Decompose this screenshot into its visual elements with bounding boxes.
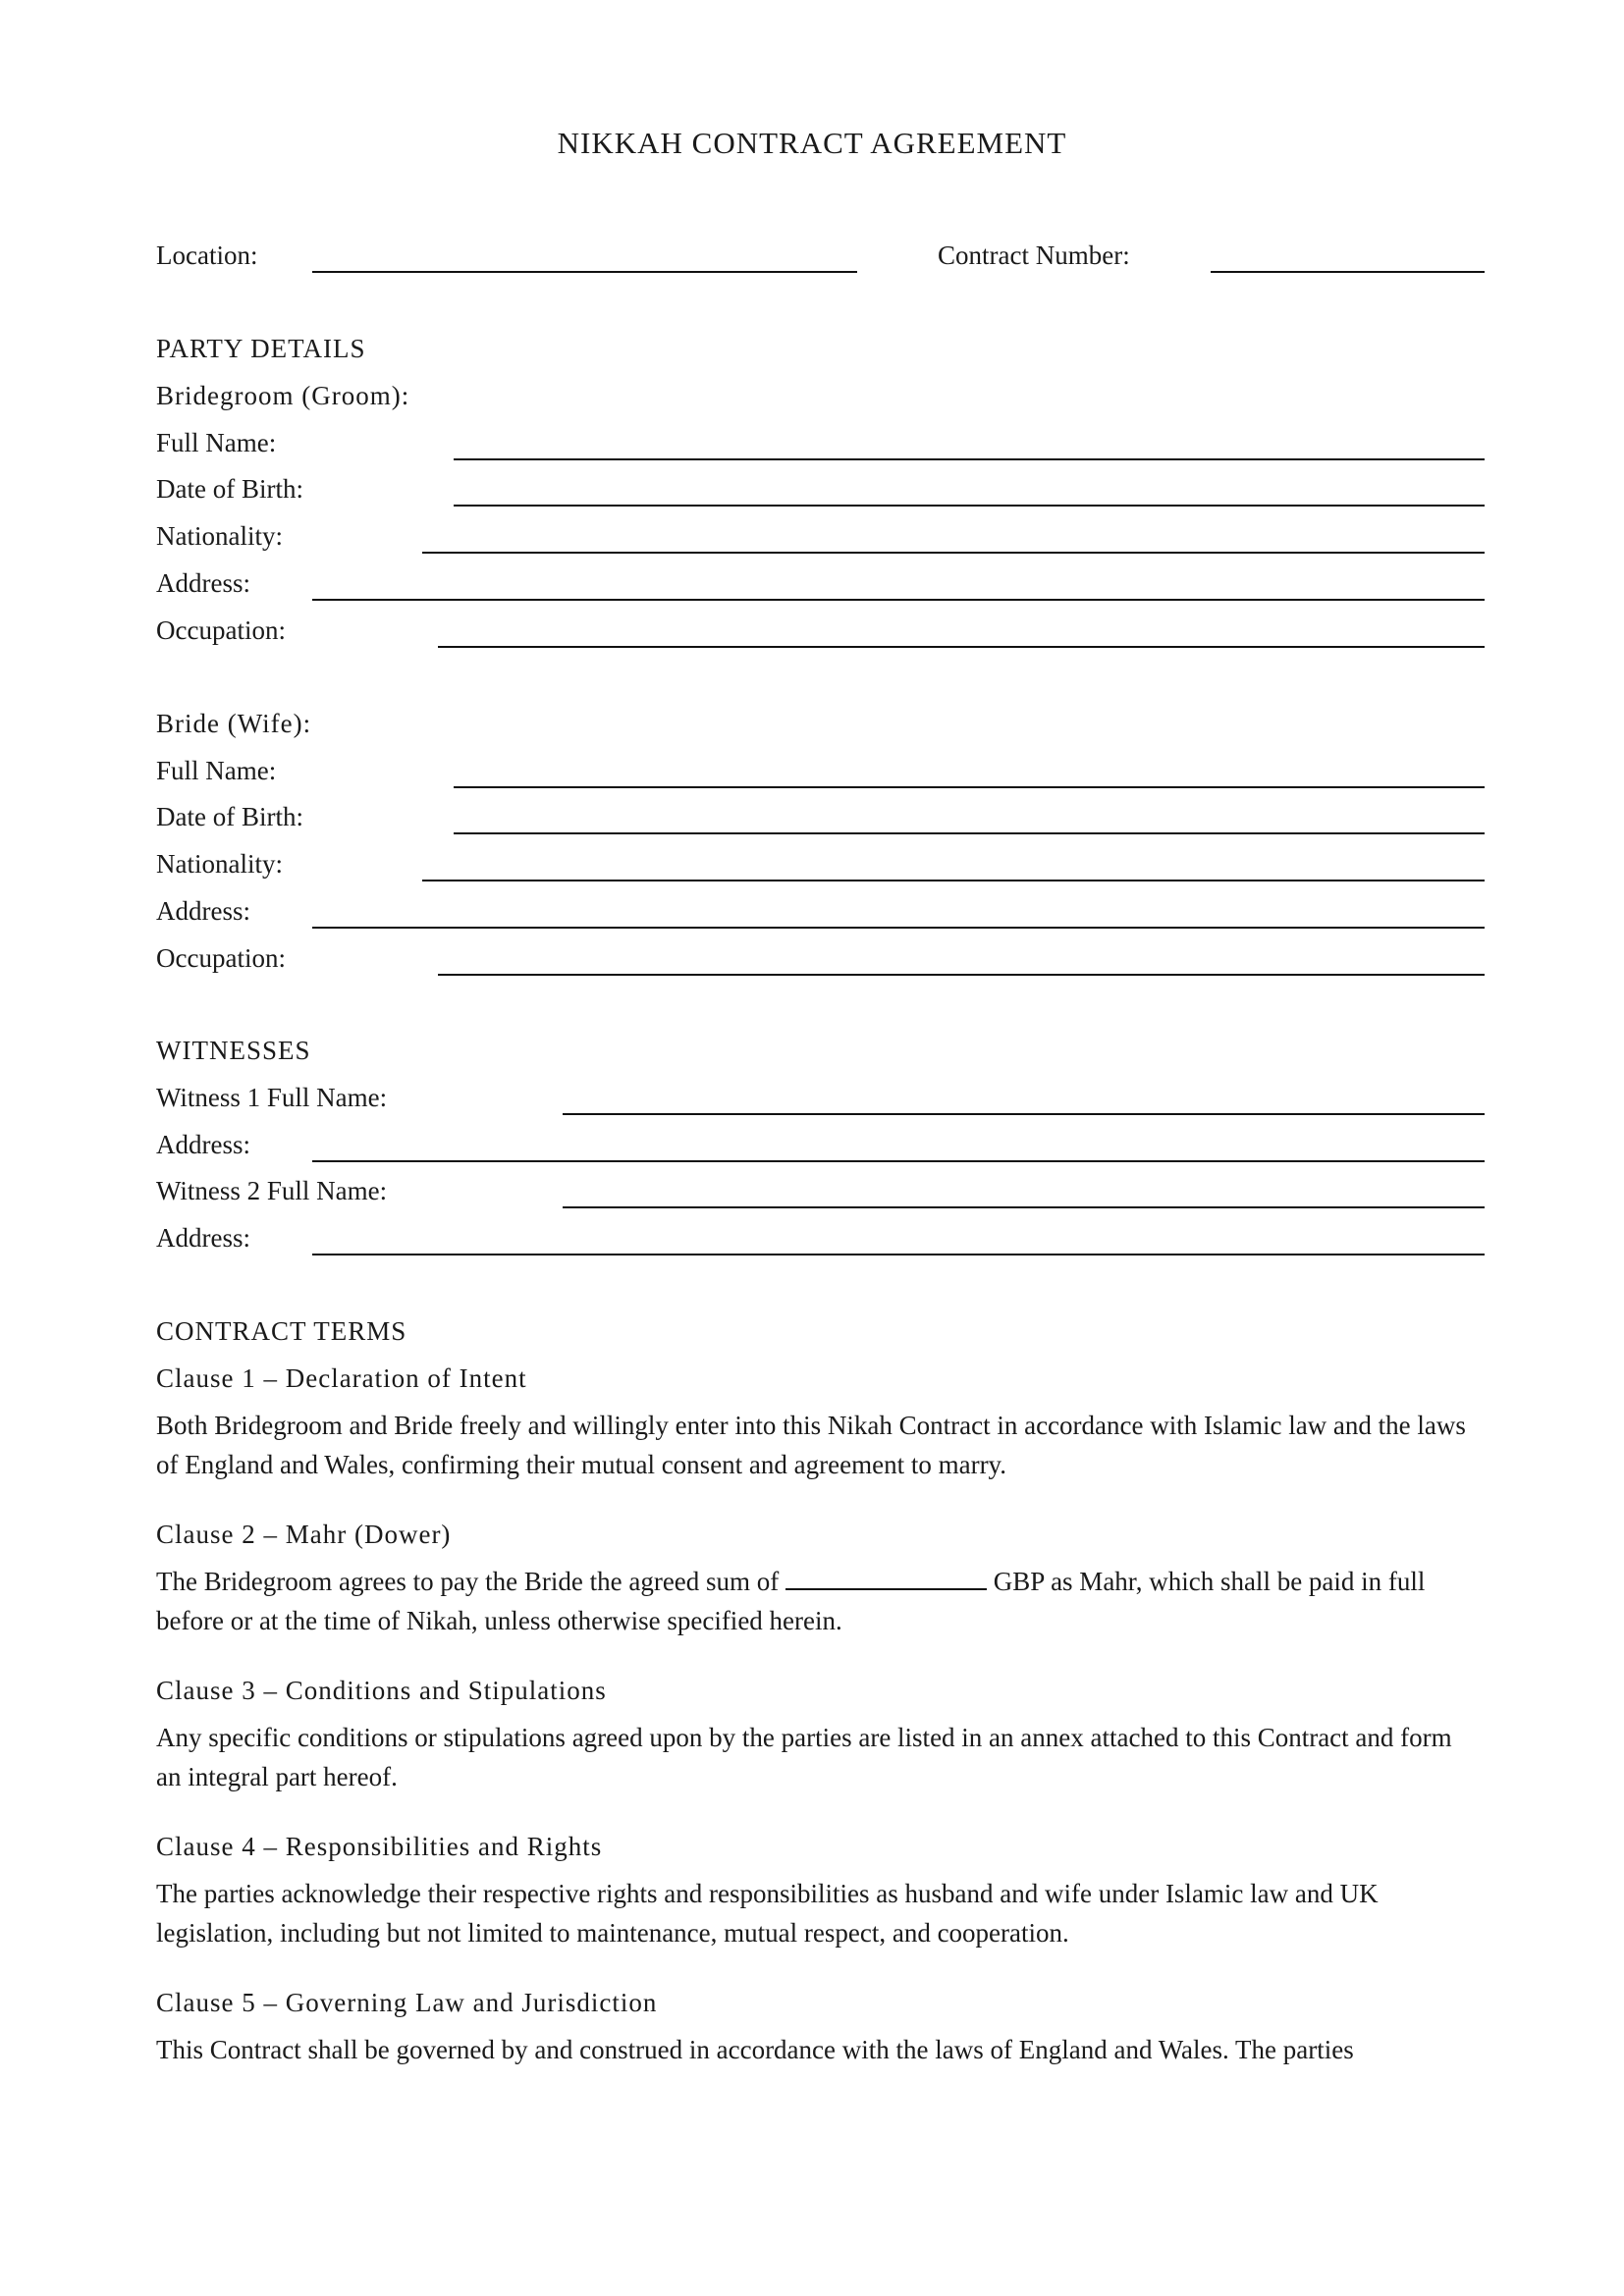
witness-1-name-label: Witness 1 Full Name: bbox=[156, 1083, 388, 1112]
bride-dob-label: Date of Birth: bbox=[156, 802, 303, 831]
bride-full-name-label: Full Name: bbox=[156, 756, 277, 785]
clause-5-title: Clause 5 – Governing Law and Jurisdiction bbox=[156, 1988, 658, 2017]
location-label: Location: bbox=[156, 240, 258, 270]
bride-address-field[interactable] bbox=[312, 927, 1485, 929]
bride-occupation-label: Occupation: bbox=[156, 943, 286, 973]
location-field[interactable] bbox=[312, 271, 857, 273]
groom-occupation-label: Occupation: bbox=[156, 615, 286, 645]
witnesses-heading: WITNESSES bbox=[156, 1036, 311, 1065]
groom-full-name-field[interactable] bbox=[454, 458, 1485, 460]
groom-address-field[interactable] bbox=[312, 599, 1485, 601]
clause-2-title: Clause 2 – Mahr (Dower) bbox=[156, 1520, 452, 1549]
document-title: NIKKAH CONTRACT AGREEMENT bbox=[557, 126, 1067, 160]
groom-dob-label: Date of Birth: bbox=[156, 474, 303, 504]
bride-nationality-label: Nationality: bbox=[156, 849, 283, 879]
bride-full-name-field[interactable] bbox=[454, 786, 1485, 788]
witness-2-name-label: Witness 2 Full Name: bbox=[156, 1176, 388, 1205]
mahr-amount-field[interactable] bbox=[785, 1567, 987, 1590]
clause-3-title: Clause 3 – Conditions and Stipulations bbox=[156, 1676, 607, 1705]
contract-terms-heading: CONTRACT TERMS bbox=[156, 1316, 407, 1346]
clause-1-title: Clause 1 – Declaration of Intent bbox=[156, 1363, 527, 1393]
bride-nationality-field[interactable] bbox=[422, 880, 1485, 881]
groom-dob-field[interactable] bbox=[454, 505, 1485, 507]
bride-dob-field[interactable] bbox=[454, 832, 1485, 834]
witness-2-address-label: Address: bbox=[156, 1223, 250, 1253]
contract-number-field[interactable] bbox=[1211, 271, 1485, 273]
groom-address-label: Address: bbox=[156, 568, 250, 598]
bride-address-label: Address: bbox=[156, 896, 250, 926]
bride-heading: Bride (Wife): bbox=[156, 709, 312, 738]
groom-full-name-label: Full Name: bbox=[156, 428, 277, 457]
party-details-heading: PARTY DETAILS bbox=[156, 334, 366, 363]
witness-1-name-field[interactable] bbox=[563, 1113, 1485, 1115]
bride-occupation-field[interactable] bbox=[438, 974, 1485, 976]
witness-2-address-field[interactable] bbox=[312, 1254, 1485, 1255]
witness-1-address-label: Address: bbox=[156, 1130, 250, 1159]
groom-occupation-field[interactable] bbox=[438, 646, 1485, 648]
witness-2-name-field[interactable] bbox=[563, 1206, 1485, 1208]
contract-number-label: Contract Number: bbox=[938, 240, 1130, 270]
clause-4-text: The parties acknowledge their respective rights and responsibilities as husband and wife under Islamic law and UK legislation, including but not limited to maintenance, mutual respect, and cooperation. bbox=[156, 1879, 1379, 1948]
clause-3-text: Any specific conditions or stipulations agreed upon by the parties are listed in an annex attached to this Contract and form an integral part hereof. bbox=[156, 1723, 1452, 1791]
clause-4-title: Clause 4 – Responsibilities and Rights bbox=[156, 1832, 603, 1861]
groom-heading: Bridegroom (Groom): bbox=[156, 381, 410, 410]
clause-2-text bbox=[156, 1562, 1482, 1640]
clause-1-text: Both Bridegroom and Bride freely and willingly enter into this Nikah Contract in accordance with Islamic law and the laws of England and Wales, confirming their mutual consent and agreement to marry. bbox=[156, 1411, 1466, 1479]
groom-nationality-field[interactable] bbox=[422, 552, 1485, 554]
clause-2-text-after: GBP as Mahr, which shall be paid in full before or at the time of Nikah, unless otherwise specified herein. bbox=[156, 1567, 1426, 1635]
groom-nationality-label: Nationality: bbox=[156, 521, 283, 551]
witness-1-address-field[interactable] bbox=[312, 1160, 1485, 1162]
clause-5-text: This Contract shall be governed by and construed in accordance with the laws of England and Wales. The parties bbox=[156, 2035, 1354, 2064]
clause-2-text-before: The Bridegroom agrees to pay the Bride the agreed sum of bbox=[156, 1567, 780, 1596]
